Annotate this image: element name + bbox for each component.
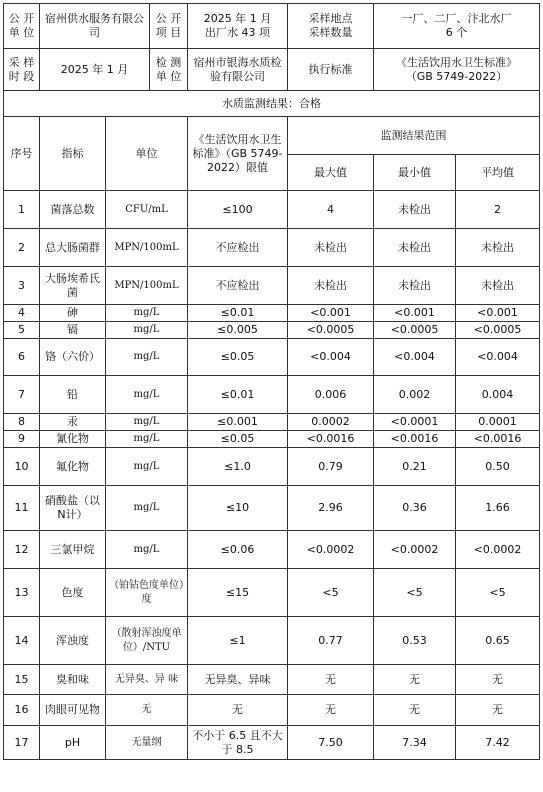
cell-indicator: 浑浊度 — [40, 617, 106, 665]
col-min: 最小值 — [374, 155, 456, 191]
cell-seq: 3 — [4, 267, 40, 305]
label-public-unit: 公 开 单 位 — [4, 4, 40, 49]
cell-avg: 7.42 — [456, 726, 540, 760]
cell-indicator: 镉 — [40, 322, 106, 339]
cell-avg: <0.004 — [456, 339, 540, 376]
cell-min: <5 — [374, 569, 456, 617]
water-quality-report — [3, 3, 539, 760]
col-max: 最大值 — [288, 155, 374, 191]
cell-unit: mg/L — [106, 305, 188, 322]
public-item-value: 2025 年 1 月 出厂水 43 项 — [188, 4, 288, 49]
cell-indicator: 臭和味 — [40, 665, 106, 695]
table-row — [4, 229, 540, 267]
cell-seq: 2 — [4, 229, 40, 267]
cell-max: 未检出 — [288, 267, 374, 305]
cell-min: <0.0016 — [374, 431, 456, 448]
cell-seq: 17 — [4, 726, 40, 760]
table-row — [4, 305, 540, 322]
cell-seq: 16 — [4, 695, 40, 726]
table-row — [4, 531, 540, 569]
cell-indicator: 色度 — [40, 569, 106, 617]
table-row — [4, 267, 540, 305]
cell-min: 未检出 — [374, 191, 456, 229]
sampling-period-value: 2025 年 1 月 — [40, 49, 150, 91]
data-rows — [4, 191, 540, 760]
cell-avg: 2 — [456, 191, 540, 229]
col-unit: 单位 — [106, 117, 188, 191]
report-table — [3, 3, 540, 760]
col-range: 监测结果范围 — [288, 117, 540, 155]
cell-min: 未检出 — [374, 229, 456, 267]
cell-indicator: 砷 — [40, 305, 106, 322]
cell-unit: mg/L — [106, 431, 188, 448]
cell-max: <0.0005 — [288, 322, 374, 339]
header-row-1 — [4, 4, 540, 49]
label-public-item: 公 开 项 目 — [150, 4, 188, 49]
cell-unit: mg/L — [106, 486, 188, 531]
cell-indicator: pH — [40, 726, 106, 760]
cell-unit: MPN/100mL — [106, 229, 188, 267]
cell-min: 7.34 — [374, 726, 456, 760]
cell-seq: 12 — [4, 531, 40, 569]
cell-limit: ≤1.0 — [188, 448, 288, 486]
cell-max: 0.79 — [288, 448, 374, 486]
cell-max: 无 — [288, 695, 374, 726]
cell-unit: mg/L — [106, 448, 188, 486]
cell-unit: 无异臭、异 味 — [106, 665, 188, 695]
cell-avg: 0.004 — [456, 376, 540, 414]
sampling-sites-value: 一厂、二厂、汴北水厂 6 个 — [374, 4, 540, 49]
cell-max: <5 — [288, 569, 374, 617]
table-row — [4, 665, 540, 695]
cell-min: 无 — [374, 665, 456, 695]
table-row — [4, 376, 540, 414]
standard-value: 《生活饮用水卫生标准》 （GB 5749-2022） — [374, 49, 540, 91]
cell-unit: 无 — [106, 695, 188, 726]
cell-limit: 不小于 6.5 且不大于 8.5 — [188, 726, 288, 760]
cell-avg: <0.0016 — [456, 431, 540, 448]
cell-min: <0.004 — [374, 339, 456, 376]
cell-seq: 4 — [4, 305, 40, 322]
cell-avg: 无 — [456, 665, 540, 695]
cell-min: <0.0005 — [374, 322, 456, 339]
cell-limit: ≤0.005 — [188, 322, 288, 339]
cell-min: 0.53 — [374, 617, 456, 665]
cell-max: 2.96 — [288, 486, 374, 531]
cell-limit: ≤15 — [188, 569, 288, 617]
cell-seq: 15 — [4, 665, 40, 695]
table-row — [4, 431, 540, 448]
cell-indicator: 汞 — [40, 414, 106, 431]
cell-min: 0.36 — [374, 486, 456, 531]
table-row — [4, 486, 540, 531]
cell-limit: 不应检出 — [188, 229, 288, 267]
table-row — [4, 726, 540, 760]
public-unit-value: 宿州供水服务有限公司 — [40, 4, 150, 49]
cell-unit: （铂钴色度单位）度 — [106, 569, 188, 617]
cell-unit: mg/L — [106, 376, 188, 414]
cell-avg: <0.001 — [456, 305, 540, 322]
summary-row — [4, 91, 540, 117]
cell-max: <0.004 — [288, 339, 374, 376]
cell-avg: 0.50 — [456, 448, 540, 486]
cell-unit: mg/L — [106, 339, 188, 376]
cell-seq: 13 — [4, 569, 40, 617]
cell-avg: 1.66 — [456, 486, 540, 531]
col-indicator: 指标 — [40, 117, 106, 191]
cell-limit: 不应检出 — [188, 267, 288, 305]
table-row — [4, 617, 540, 665]
cell-limit: ≤0.01 — [188, 305, 288, 322]
cell-seq: 5 — [4, 322, 40, 339]
cell-indicator: 菌落总数 — [40, 191, 106, 229]
cell-seq: 1 — [4, 191, 40, 229]
cell-unit: mg/L — [106, 531, 188, 569]
testing-lab-value: 宿州市银海水质检验有限公司 — [188, 49, 288, 91]
cell-max: 4 — [288, 191, 374, 229]
cell-min: 0.002 — [374, 376, 456, 414]
cell-max: <0.001 — [288, 305, 374, 322]
label-sampling-period: 采 样 时 段 — [4, 49, 40, 91]
cell-indicator: 肉眼可见物 — [40, 695, 106, 726]
cell-seq: 8 — [4, 414, 40, 431]
cell-unit: （散射浑浊度单位）/NTU — [106, 617, 188, 665]
cell-avg: <0.0002 — [456, 531, 540, 569]
cell-limit: ≤0.06 — [188, 531, 288, 569]
cell-indicator: 三氯甲烷 — [40, 531, 106, 569]
cell-seq: 7 — [4, 376, 40, 414]
cell-indicator: 大肠埃希氏菌 — [40, 267, 106, 305]
cell-seq: 10 — [4, 448, 40, 486]
cell-max: 0.77 — [288, 617, 374, 665]
cell-limit: ≤1 — [188, 617, 288, 665]
cell-indicator: 总大肠菌群 — [40, 229, 106, 267]
cell-indicator: 铅 — [40, 376, 106, 414]
table-row — [4, 695, 540, 726]
table-row — [4, 448, 540, 486]
cell-max: 0.006 — [288, 376, 374, 414]
col-limit: 《生活饮用水卫生标准》（GB 5749-2022）限值 — [188, 117, 288, 191]
cell-max: 未检出 — [288, 229, 374, 267]
cell-unit: 无量纲 — [106, 726, 188, 760]
cell-limit: ≤0.05 — [188, 339, 288, 376]
cell-indicator: 氟化物 — [40, 448, 106, 486]
table-row — [4, 322, 540, 339]
table-row — [4, 569, 540, 617]
cell-avg: <0.0005 — [456, 322, 540, 339]
label-sampling-sites: 采样地点 采样数量 — [288, 4, 374, 49]
cell-indicator: 硝酸盐（以N计） — [40, 486, 106, 531]
cell-min: 未检出 — [374, 267, 456, 305]
cell-avg: 0.0001 — [456, 414, 540, 431]
table-row — [4, 191, 540, 229]
cell-unit: CFU/mL — [106, 191, 188, 229]
cell-max: 7.50 — [288, 726, 374, 760]
cell-limit: ≤0.001 — [188, 414, 288, 431]
cell-seq: 11 — [4, 486, 40, 531]
cell-avg: 未检出 — [456, 229, 540, 267]
table-row — [4, 414, 540, 431]
cell-max: <0.0016 — [288, 431, 374, 448]
cell-seq: 6 — [4, 339, 40, 376]
cell-min: 0.21 — [374, 448, 456, 486]
cell-min: <0.0001 — [374, 414, 456, 431]
cell-indicator: 铬（六价） — [40, 339, 106, 376]
cell-limit: 无 — [188, 695, 288, 726]
cell-avg: 无 — [456, 695, 540, 726]
cell-seq: 14 — [4, 617, 40, 665]
header-row-2 — [4, 49, 540, 91]
table-row — [4, 339, 540, 376]
cell-min: <0.001 — [374, 305, 456, 322]
cell-unit: mg/L — [106, 322, 188, 339]
cell-avg: 0.65 — [456, 617, 540, 665]
cell-max: <0.0002 — [288, 531, 374, 569]
cell-indicator: 氰化物 — [40, 431, 106, 448]
summary-result: 水质监测结果：合格 — [4, 91, 540, 117]
cell-avg: 未检出 — [456, 267, 540, 305]
col-avg: 平均值 — [456, 155, 540, 191]
cell-limit: ≤0.01 — [188, 376, 288, 414]
cell-unit: mg/L — [106, 414, 188, 431]
cell-limit: ≤0.05 — [188, 431, 288, 448]
cell-avg: <5 — [456, 569, 540, 617]
column-header-row-1 — [4, 117, 540, 155]
cell-seq: 9 — [4, 431, 40, 448]
cell-unit: MPN/100mL — [106, 267, 188, 305]
label-standard: 执行标准 — [288, 49, 374, 91]
cell-max: 0.0002 — [288, 414, 374, 431]
cell-max: 无 — [288, 665, 374, 695]
cell-min: <0.0002 — [374, 531, 456, 569]
col-seq: 序号 — [4, 117, 40, 191]
label-testing-lab: 检 测 单 位 — [150, 49, 188, 91]
cell-min: 无 — [374, 695, 456, 726]
cell-limit: ≤100 — [188, 191, 288, 229]
cell-limit: 无异臭、异味 — [188, 665, 288, 695]
cell-limit: ≤10 — [188, 486, 288, 531]
